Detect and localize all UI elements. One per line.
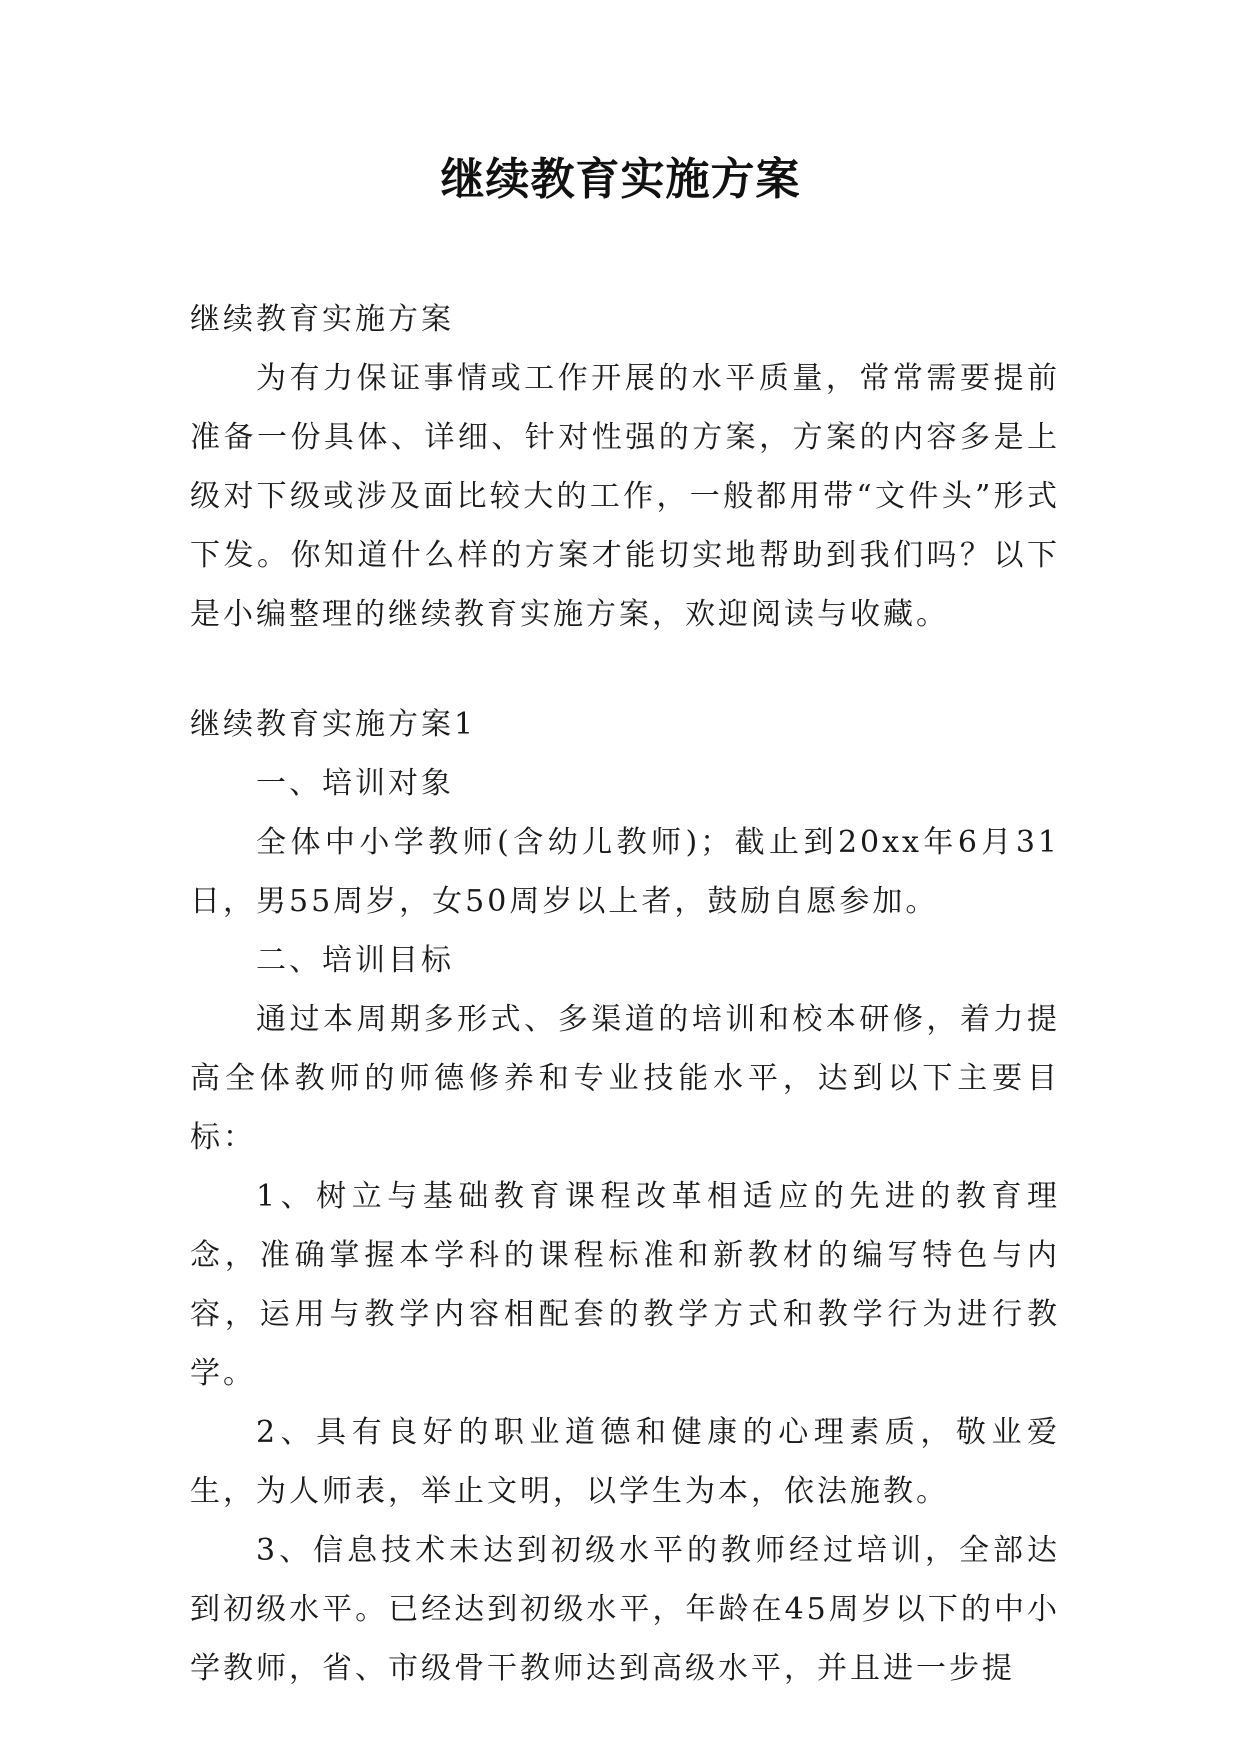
intro-section: [190, 290, 1060, 644]
subheading-training-goals: 二、培训目标: [256, 943, 454, 978]
training-target-paragraph: 全体中小学教师(含幼儿教师)；截止到20xx年6月31日，男55周岁，女50周岁以上者，鼓励自愿参加。: [190, 825, 1060, 919]
goal-item-3: 3、信息技术未达到初级水平的教师经过培训，全部达到初级水平。已经达到初级水平，年龄在45周岁以下的中小学教师，省、市级骨干教师达到高级水平，并且进一步提: [190, 1533, 1060, 1686]
intro-heading: 继续教育实施方案: [190, 302, 454, 337]
goal-item-2: 2、具有良好的职业道德和健康的心理素质，敬业爱生，为人师表，举止文明，以学生为本，依法施教。: [190, 1415, 1060, 1509]
goal-item-1: 1、树立与基础教育课程改革相适应的先进的教育理念，准确掌握本学科的课程标准和新教材的编写特色与内容，运用与教学内容相配套的教学方式和教学行为进行教学。: [190, 1179, 1060, 1391]
document-title: 继续教育实施方案: [440, 154, 801, 205]
plan-section-1: [190, 695, 1060, 1698]
training-goals-intro: 通过本周期多形式、多渠道的培训和校本研修，着力提高全体教师的师德修养和专业技能水平，达到以下主要目标：: [190, 1002, 1060, 1155]
subheading-training-target: 一、培训对象: [256, 766, 454, 801]
section-heading: 继续教育实施方案1: [190, 707, 477, 742]
intro-paragraph: 为有力保证事情或工作开展的水平质量，常常需要提前准备一份具体、详细、针对性强的方案，方案的内容多是上级对下级或涉及面比较大的工作，一般都用带“文件头”形式下发。你知道什么样的方案才能切实地帮助到我们吗？以下是小编整理的继续教育实施方案，欢迎阅读与收藏。: [190, 361, 1060, 632]
